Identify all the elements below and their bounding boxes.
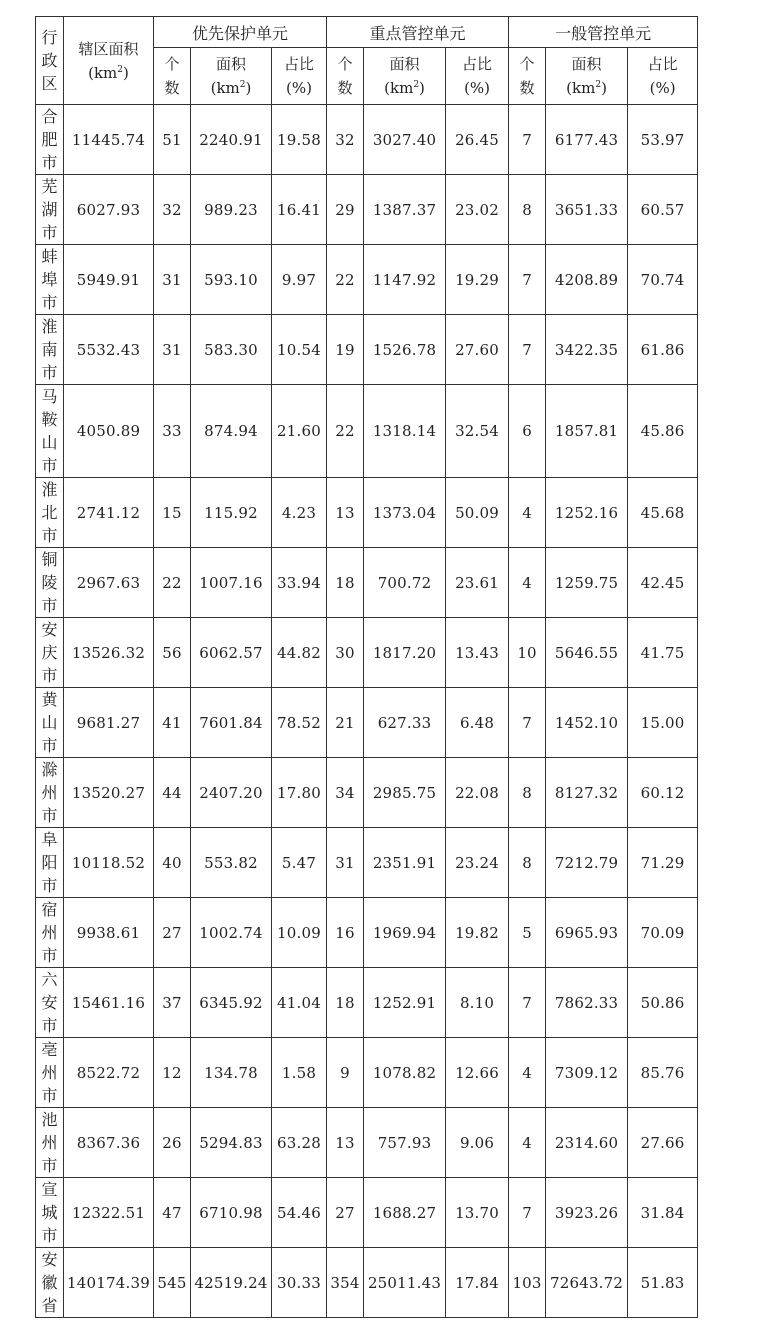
cell-p-a: 1002.74: [191, 898, 272, 968]
cell-k-r: 19.82: [446, 898, 509, 968]
cell-total: 12322.51: [64, 1178, 154, 1248]
cell-g-r: 70.09: [628, 898, 698, 968]
cell-k-r: 8.10: [446, 968, 509, 1038]
cell-g-n: 8: [509, 828, 546, 898]
cell-g-r: 27.66: [628, 1108, 698, 1178]
cell-k-r: 23.61: [446, 548, 509, 618]
cell-k-r: 32.54: [446, 385, 509, 478]
header-group-key: 重点管控单元: [327, 17, 509, 48]
cell-p-r: 78.52: [272, 688, 327, 758]
cell-p-a: 1007.16: [191, 548, 272, 618]
cell-g-n: 7: [509, 105, 546, 175]
header-ratio: 占比 (%): [628, 48, 698, 105]
cell-k-r: 6.48: [446, 688, 509, 758]
cell-g-n: 4: [509, 1038, 546, 1108]
region-cell: [36, 898, 64, 968]
region-cell: [36, 618, 64, 688]
cell-p-r: 44.82: [272, 618, 327, 688]
cell-p-a: 874.94: [191, 385, 272, 478]
cell-p-n: 31: [154, 245, 191, 315]
region-cell: [36, 245, 64, 315]
cell-p-a: 42519.24: [191, 1248, 272, 1318]
cell-k-n: 18: [327, 548, 364, 618]
cell-g-n: 7: [509, 1178, 546, 1248]
table-row: [36, 478, 698, 548]
cell-k-n: 354: [327, 1248, 364, 1318]
region-name: 马鞍山市: [41, 387, 58, 475]
cell-p-r: 9.97: [272, 245, 327, 315]
cell-p-a: 6710.98: [191, 1178, 272, 1248]
cell-g-n: 8: [509, 175, 546, 245]
cell-g-a: 4208.89: [546, 245, 628, 315]
cell-p-r: 1.58: [272, 1038, 327, 1108]
cell-k-r: 22.08: [446, 758, 509, 828]
cell-k-r: 19.29: [446, 245, 509, 315]
cell-total: 2741.12: [64, 478, 154, 548]
cell-k-n: 29: [327, 175, 364, 245]
cell-k-a: 1688.27: [364, 1178, 446, 1248]
cell-g-r: 31.84: [628, 1178, 698, 1248]
cell-p-r: 16.41: [272, 175, 327, 245]
region-cell: [36, 315, 64, 385]
header-group-priority: 优先保护单元: [154, 17, 327, 48]
cell-g-a: 8127.32: [546, 758, 628, 828]
cell-p-n: 56: [154, 618, 191, 688]
cell-k-r: 23.02: [446, 175, 509, 245]
cell-p-n: 40: [154, 828, 191, 898]
cell-g-a: 3923.26: [546, 1178, 628, 1248]
table-row: [36, 385, 698, 478]
cell-k-n: 19: [327, 315, 364, 385]
cell-total: 4050.89: [64, 385, 154, 478]
cell-g-n: 103: [509, 1248, 546, 1318]
cell-g-r: 45.86: [628, 385, 698, 478]
table-row: [36, 898, 698, 968]
table-row: [36, 618, 698, 688]
cell-k-n: 22: [327, 245, 364, 315]
cell-total: 8522.72: [64, 1038, 154, 1108]
header-area-title: 辖区面积: [78, 39, 139, 58]
table-row: [36, 548, 698, 618]
cell-p-n: 44: [154, 758, 191, 828]
cell-p-n: 15: [154, 478, 191, 548]
cell-p-n: 22: [154, 548, 191, 618]
cell-g-r: 50.86: [628, 968, 698, 1038]
cell-total: 10118.52: [64, 828, 154, 898]
cell-g-r: 71.29: [628, 828, 698, 898]
region-name: 池州市: [41, 1110, 58, 1175]
cell-k-a: 1373.04: [364, 478, 446, 548]
cell-p-n: 12: [154, 1038, 191, 1108]
cell-g-n: 4: [509, 548, 546, 618]
table-row: [36, 105, 698, 175]
cell-p-a: 2407.20: [191, 758, 272, 828]
data-table: [35, 16, 698, 1318]
cell-g-a: 1857.81: [546, 385, 628, 478]
region-cell: [36, 828, 64, 898]
cell-g-n: 7: [509, 968, 546, 1038]
cell-g-n: 4: [509, 478, 546, 548]
cell-g-a: 1452.10: [546, 688, 628, 758]
region-cell: [36, 385, 64, 478]
cell-total: 140174.39: [64, 1248, 154, 1318]
cell-g-a: 6177.43: [546, 105, 628, 175]
cell-k-a: 2351.91: [364, 828, 446, 898]
cell-p-a: 6345.92: [191, 968, 272, 1038]
header-area-unit: $(km^2)$: [88, 63, 129, 82]
table-row: [36, 1108, 698, 1178]
cell-total: 5949.91: [64, 245, 154, 315]
cell-k-n: 9: [327, 1038, 364, 1108]
region-cell: [36, 688, 64, 758]
cell-k-a: 3027.40: [364, 105, 446, 175]
cell-p-n: 31: [154, 315, 191, 385]
region-cell: [36, 478, 64, 548]
cell-p-n: 51: [154, 105, 191, 175]
region-name: 淮南市: [41, 317, 58, 382]
header-row-groups: [36, 17, 698, 48]
cell-g-a: 3422.35: [546, 315, 628, 385]
cell-p-r: 4.23: [272, 478, 327, 548]
cell-k-n: 30: [327, 618, 364, 688]
cell-total: 13520.27: [64, 758, 154, 828]
cell-g-n: 6: [509, 385, 546, 478]
region-name: 蚌埠市: [41, 247, 58, 312]
region-name: 六安市: [41, 970, 58, 1035]
cell-g-r: 41.75: [628, 618, 698, 688]
region-name: 合肥市: [41, 107, 58, 172]
cell-k-a: 627.33: [364, 688, 446, 758]
cell-g-r: 45.68: [628, 478, 698, 548]
cell-p-r: 21.60: [272, 385, 327, 478]
cell-k-n: 16: [327, 898, 364, 968]
region-name: 芜湖市: [41, 177, 58, 242]
cell-k-a: 1817.20: [364, 618, 446, 688]
cell-total: 9938.61: [64, 898, 154, 968]
cell-p-r: 54.46: [272, 1178, 327, 1248]
cell-g-r: 51.83: [628, 1248, 698, 1318]
cell-p-r: 63.28: [272, 1108, 327, 1178]
header-group-general: 一般管控单元: [509, 17, 698, 48]
region-cell: [36, 1108, 64, 1178]
cell-k-r: 13.43: [446, 618, 509, 688]
cell-g-a: 3651.33: [546, 175, 628, 245]
cell-k-a: 25011.43: [364, 1248, 446, 1318]
cell-total: 2967.63: [64, 548, 154, 618]
cell-total: 9681.27: [64, 688, 154, 758]
cell-p-n: 27: [154, 898, 191, 968]
cell-g-a: 1259.75: [546, 548, 628, 618]
cell-p-a: 7601.84: [191, 688, 272, 758]
cell-g-n: 7: [509, 315, 546, 385]
header-area: 面积 $(km^2)$: [546, 48, 628, 105]
cell-p-r: 19.58: [272, 105, 327, 175]
region-name: 阜阳市: [41, 830, 58, 895]
header-ratio: 占比 (%): [446, 48, 509, 105]
cell-g-a: 72643.72: [546, 1248, 628, 1318]
table-row: [36, 1248, 698, 1318]
table-body: [36, 105, 698, 1318]
cell-k-a: 700.72: [364, 548, 446, 618]
region-name: 铜陵市: [41, 550, 58, 615]
region-cell: [36, 548, 64, 618]
table-row: [36, 245, 698, 315]
cell-g-a: 5646.55: [546, 618, 628, 688]
cell-p-r: 33.94: [272, 548, 327, 618]
cell-p-a: 593.10: [191, 245, 272, 315]
cell-k-r: 17.84: [446, 1248, 509, 1318]
cell-k-n: 18: [327, 968, 364, 1038]
cell-p-n: 545: [154, 1248, 191, 1318]
cell-g-a: 7309.12: [546, 1038, 628, 1108]
cell-k-n: 13: [327, 1108, 364, 1178]
cell-p-a: 553.82: [191, 828, 272, 898]
region-cell: [36, 1038, 64, 1108]
cell-total: 11445.74: [64, 105, 154, 175]
cell-p-r: 5.47: [272, 828, 327, 898]
region-name: 黄山市: [41, 690, 58, 755]
cell-p-n: 47: [154, 1178, 191, 1248]
cell-g-a: 1252.16: [546, 478, 628, 548]
cell-p-r: 41.04: [272, 968, 327, 1038]
cell-g-n: 10: [509, 618, 546, 688]
cell-k-a: 1147.92: [364, 245, 446, 315]
cell-p-r: 17.80: [272, 758, 327, 828]
cell-k-a: 1318.14: [364, 385, 446, 478]
table-row: [36, 758, 698, 828]
cell-k-n: 13: [327, 478, 364, 548]
table-row: [36, 968, 698, 1038]
header-area-total: [64, 17, 154, 105]
cell-p-n: 33: [154, 385, 191, 478]
cell-g-a: 7862.33: [546, 968, 628, 1038]
cell-g-n: 7: [509, 688, 546, 758]
region-name: 安庆市: [41, 620, 58, 685]
cell-k-r: 12.66: [446, 1038, 509, 1108]
cell-p-a: 989.23: [191, 175, 272, 245]
cell-p-a: 134.78: [191, 1038, 272, 1108]
cell-g-n: 4: [509, 1108, 546, 1178]
cell-k-r: 26.45: [446, 105, 509, 175]
table-row: [36, 1038, 698, 1108]
cell-k-a: 1969.94: [364, 898, 446, 968]
cell-p-n: 41: [154, 688, 191, 758]
cell-g-r: 53.97: [628, 105, 698, 175]
cell-k-n: 21: [327, 688, 364, 758]
region-cell: [36, 1178, 64, 1248]
cell-k-a: 1526.78: [364, 315, 446, 385]
region-name: 淮北市: [41, 480, 58, 545]
cell-g-a: 7212.79: [546, 828, 628, 898]
header-count: 个数: [154, 48, 191, 105]
cell-g-r: 60.12: [628, 758, 698, 828]
cell-k-n: 31: [327, 828, 364, 898]
cell-total: 13526.32: [64, 618, 154, 688]
cell-k-r: 23.24: [446, 828, 509, 898]
region-name: 宿州市: [41, 900, 58, 965]
cell-k-n: 34: [327, 758, 364, 828]
region-name: 滁州市: [41, 760, 58, 825]
cell-k-r: 9.06: [446, 1108, 509, 1178]
cell-p-n: 32: [154, 175, 191, 245]
region-name: 亳州市: [41, 1040, 58, 1105]
table-row: [36, 175, 698, 245]
region-cell: [36, 968, 64, 1038]
table-row: [36, 828, 698, 898]
cell-k-a: 757.93: [364, 1108, 446, 1178]
cell-k-a: 1252.91: [364, 968, 446, 1038]
cell-p-r: 10.54: [272, 315, 327, 385]
region-cell: [36, 1248, 64, 1318]
header-area: 面积 $(km^2)$: [364, 48, 446, 105]
cell-k-r: 50.09: [446, 478, 509, 548]
cell-g-r: 42.45: [628, 548, 698, 618]
cell-k-r: 27.60: [446, 315, 509, 385]
cell-k-n: 32: [327, 105, 364, 175]
cell-k-a: 1078.82: [364, 1038, 446, 1108]
table-row: [36, 1178, 698, 1248]
cell-p-r: 30.33: [272, 1248, 327, 1318]
cell-g-r: 15.00: [628, 688, 698, 758]
cell-total: 15461.16: [64, 968, 154, 1038]
header-region: [36, 17, 64, 105]
cell-p-a: 6062.57: [191, 618, 272, 688]
cell-g-r: 61.86: [628, 315, 698, 385]
header-ratio: 占比 (%): [272, 48, 327, 105]
cell-k-n: 22: [327, 385, 364, 478]
cell-total: 5532.43: [64, 315, 154, 385]
cell-k-r: 13.70: [446, 1178, 509, 1248]
cell-g-n: 8: [509, 758, 546, 828]
cell-g-n: 5: [509, 898, 546, 968]
cell-p-r: 10.09: [272, 898, 327, 968]
cell-p-n: 37: [154, 968, 191, 1038]
cell-p-a: 583.30: [191, 315, 272, 385]
cell-p-a: 2240.91: [191, 105, 272, 175]
table-row: [36, 688, 698, 758]
cell-k-n: 27: [327, 1178, 364, 1248]
cell-k-a: 1387.37: [364, 175, 446, 245]
cell-p-a: 5294.83: [191, 1108, 272, 1178]
cell-g-n: 7: [509, 245, 546, 315]
table-row: [36, 315, 698, 385]
cell-k-a: 2985.75: [364, 758, 446, 828]
cell-p-a: 115.92: [191, 478, 272, 548]
region-name: 安徽省: [41, 1250, 58, 1315]
header-count: 个数: [509, 48, 546, 105]
cell-g-a: 2314.60: [546, 1108, 628, 1178]
cell-total: 6027.93: [64, 175, 154, 245]
region-cell: [36, 175, 64, 245]
cell-g-r: 70.74: [628, 245, 698, 315]
region-cell: [36, 758, 64, 828]
cell-total: 8367.36: [64, 1108, 154, 1178]
header-region-text: 行政区: [41, 28, 58, 93]
cell-g-a: 6965.93: [546, 898, 628, 968]
header-count: 个数: [327, 48, 364, 105]
region-cell: [36, 105, 64, 175]
region-name: 宣城市: [41, 1180, 58, 1245]
cell-g-r: 60.57: [628, 175, 698, 245]
cell-g-r: 85.76: [628, 1038, 698, 1108]
header-area: 面积 $(km^2)$: [191, 48, 272, 105]
cell-p-n: 26: [154, 1108, 191, 1178]
